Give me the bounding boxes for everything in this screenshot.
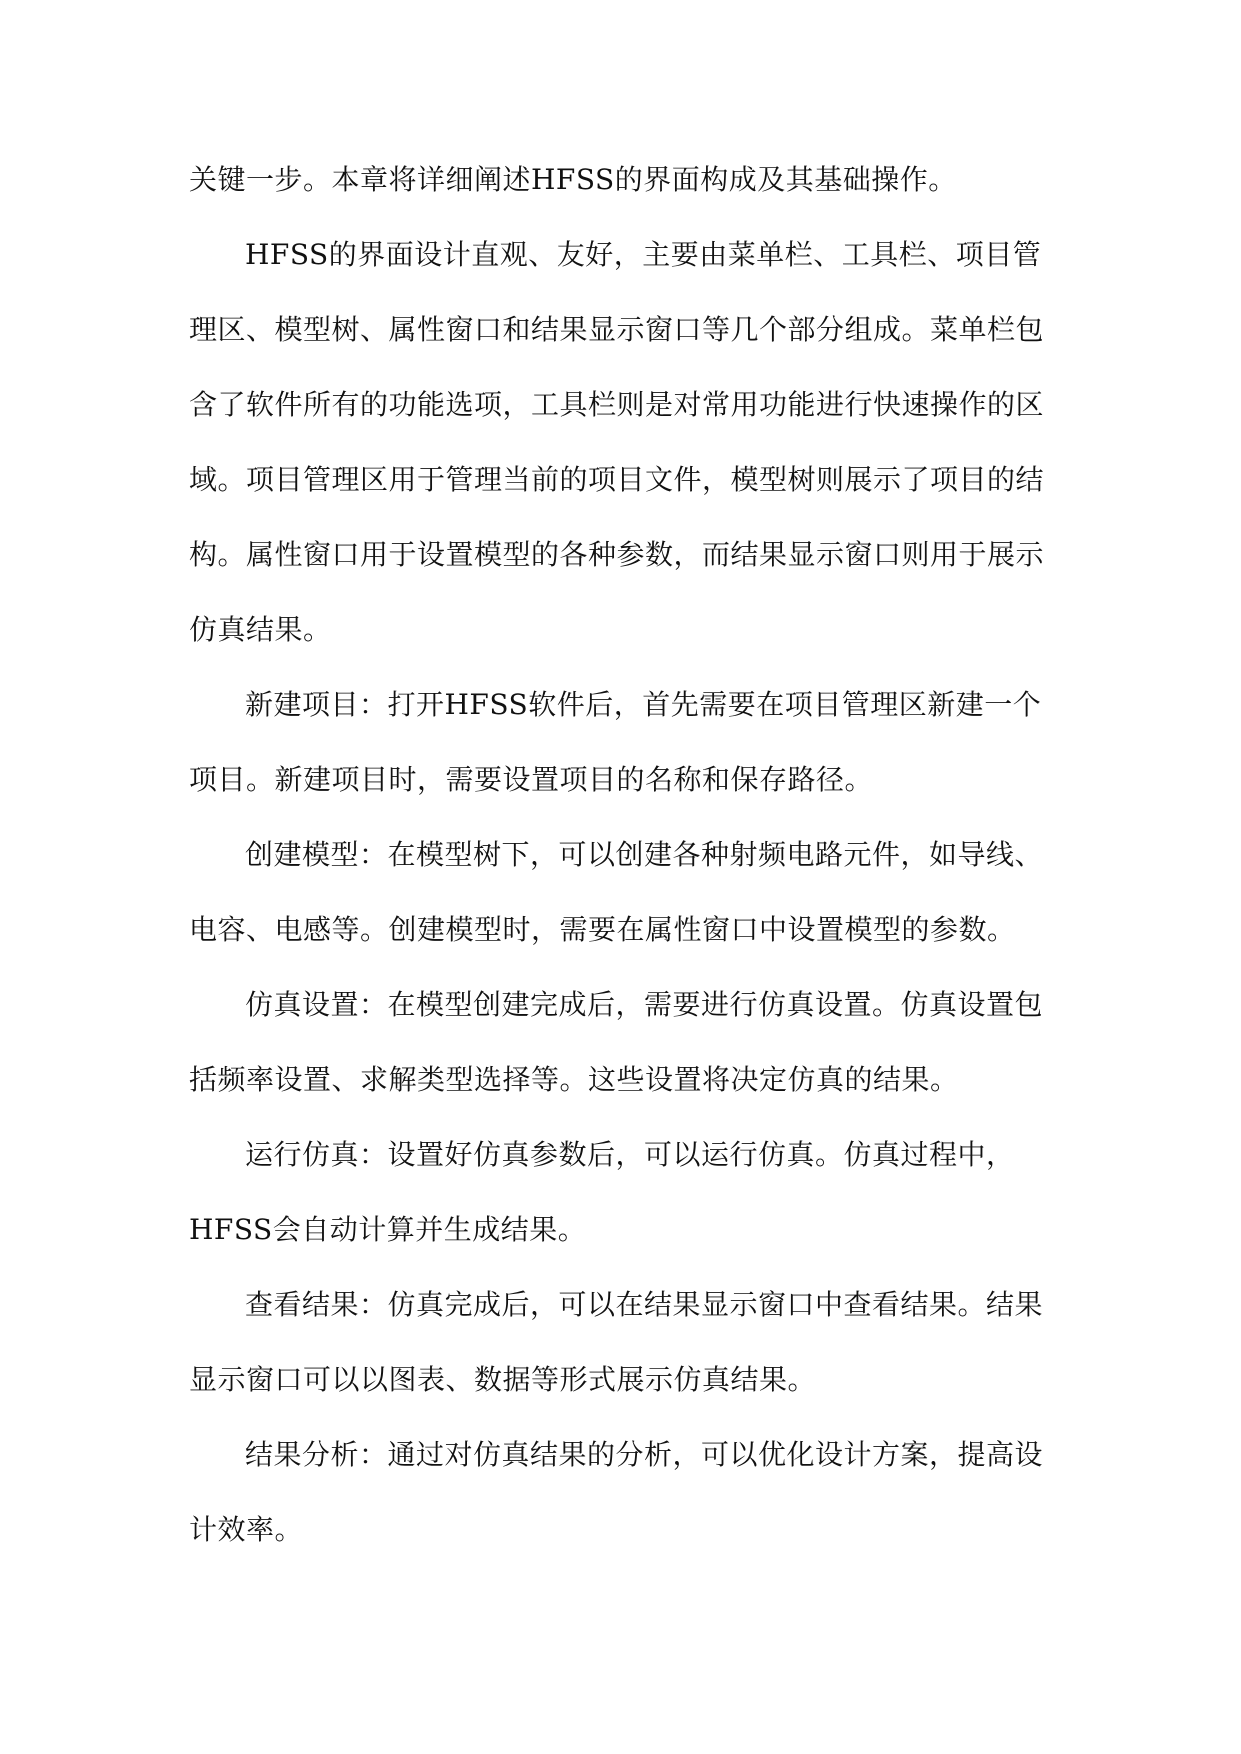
paragraph-interface-overview: HFSS的界面设计直观、友好，主要由菜单栏、工具栏、项目管理区、模型树、属性窗口和结果显示窗口等几个部分组成。菜单栏包含了软件所有的功能选项，工具栏则是对常用功能进行快速操作的区域。项目管理区用于管理当前的项目文件，模型树则展示了项目的结构。属性窗口用于设置模型的各种参数，而结果显示窗口则用于展示仿真结果。 <box>189 238 1045 646</box>
paragraph-simulation-setup: 仿真设置：在模型创建完成后，需要进行仿真设置。仿真设置包括频率设置、求解类型选择等。这些设置将决定仿真的结果。 <box>189 988 1044 1096</box>
paragraph-new-project: 新建项目：打开HFSS软件后，首先需要在项目管理区新建一个项目。新建项目时，需要设置项目的名称和保存路径。 <box>189 688 1042 796</box>
paragraph-run-simulation: 运行仿真：设置好仿真参数后，可以运行仿真。仿真过程中，HFSS会自动计算并生成结果。 <box>189 1138 1015 1246</box>
paragraph-view-results: 查看结果：仿真完成后，可以在结果显示窗口中查看结果。结果显示窗口可以以图表、数据等形式展示仿真结果。 <box>189 1288 1044 1396</box>
paragraph-continuation: 关键一步。本章将详细阐述HFSS的界面构成及其基础操作。 <box>189 163 957 196</box>
document-body <box>189 142 1059 1567</box>
paragraph-create-model: 创建模型：在模型树下，可以创建各种射频电路元件，如导线、电容、电感等。创建模型时，需要在属性窗口中设置模型的参数。 <box>189 838 1044 946</box>
paragraph-result-analysis: 结果分析：通过对仿真结果的分析，可以优化设计方案，提高设计效率。 <box>189 1438 1044 1546</box>
